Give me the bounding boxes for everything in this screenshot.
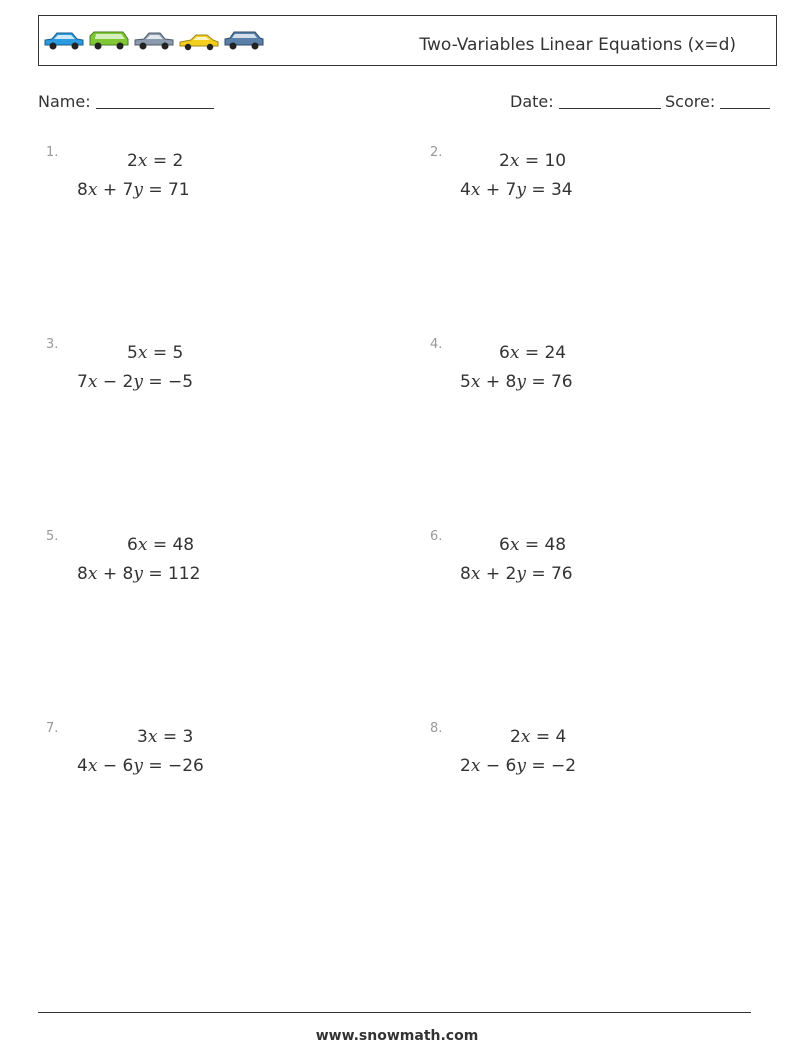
equation-1: 6x = 48	[127, 535, 195, 555]
footer-url[interactable]: www.snowmath.com	[315, 1028, 479, 1044]
car-icon	[42, 30, 86, 52]
equation-2: 7x − 2y = −5	[77, 372, 194, 392]
problem-number: 3.	[46, 337, 59, 352]
equation-2: 8x + 2y = 76	[460, 564, 573, 584]
equation-1: 5x = 5	[127, 343, 184, 363]
header-box	[38, 15, 777, 66]
equation-2: 8x + 8y = 112	[77, 564, 201, 584]
problem-4	[430, 337, 630, 417]
problem-7	[46, 721, 246, 801]
date-label: Date:	[510, 92, 554, 111]
name-line[interactable]	[96, 92, 214, 109]
date-line[interactable]	[559, 92, 661, 109]
problem-8	[430, 721, 630, 801]
car-icon	[87, 30, 131, 52]
problem-number: 2.	[430, 145, 443, 160]
score-line[interactable]	[720, 92, 770, 109]
name-label: Name:	[38, 92, 91, 111]
problem-number: 6.	[430, 529, 443, 544]
problem-6	[430, 529, 630, 609]
problem-3	[46, 337, 246, 417]
equation-1: 3x = 3	[137, 727, 194, 747]
problem-number: 4.	[430, 337, 443, 352]
problem-2	[430, 145, 630, 225]
equation-2: 4x + 7y = 34	[460, 180, 573, 200]
equation-2: 8x + 7y = 71	[77, 180, 190, 200]
equation-1: 2x = 2	[127, 151, 184, 171]
equation-2: 2x − 6y = −2	[460, 756, 577, 776]
problem-1	[46, 145, 246, 225]
problem-number: 8.	[430, 721, 443, 736]
car-icon	[132, 30, 176, 52]
equation-1: 2x = 4	[510, 727, 567, 747]
equation-1: 6x = 24	[499, 343, 567, 363]
problem-number: 5.	[46, 529, 59, 544]
equation-2: 5x + 8y = 76	[460, 372, 573, 392]
worksheet-title: Two-Variables Linear Equations (x=d)	[419, 35, 736, 55]
footer-divider	[38, 1012, 751, 1013]
equation-2: 4x − 6y = −26	[77, 756, 204, 776]
car-icon	[222, 30, 266, 52]
equation-1: 6x = 48	[499, 535, 567, 555]
score-label: Score:	[665, 92, 716, 111]
equation-1: 2x = 10	[499, 151, 567, 171]
problem-number: 1.	[46, 145, 59, 160]
date-field	[510, 92, 661, 111]
car-icon	[177, 30, 221, 52]
problem-5	[46, 529, 246, 609]
name-field	[38, 92, 214, 111]
score-field	[665, 92, 770, 111]
problem-number: 7.	[46, 721, 59, 736]
